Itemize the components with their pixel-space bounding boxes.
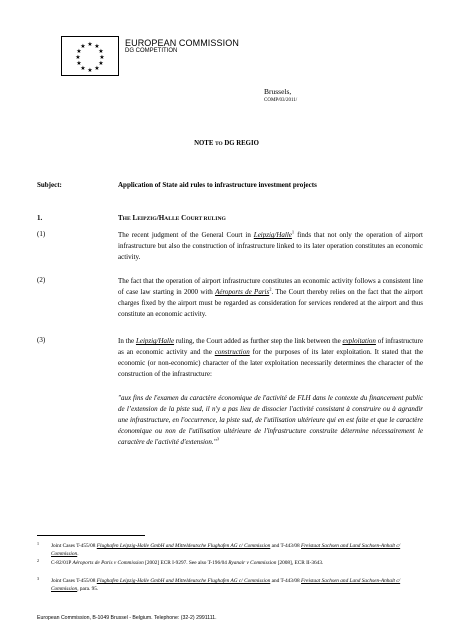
directorate-name: DG COMPETITION [125,48,178,54]
svg-text:★: ★ [99,55,105,61]
svg-text:★: ★ [75,55,81,61]
svg-text:★: ★ [87,68,93,74]
paragraph: In the Leipzig/Halle ruling, the Court added as further step the link between the exploitation of infrastructure as an economic activity and the construction for the purposes of its later exploitation. It stated that the economic (or non-economic) character of the later exploitation necessarily determines the character of the construction of the infrastructure: [118,337,423,378]
organization-name: EUROPEAN COMMISSION [125,38,239,48]
footnote-divider [37,535,145,536]
footnote: 3 Joint Cases T-455/08 Flughafen Leipzig-Halle GmbH and Mitteldeutsche Flughafen AG c/ Commission and T-443/08 Freistaat Sachsen and Land Sachsen-Anhalt c/ Commission, para. 95. [37,576,401,592]
paragraph: The fact that the operation of airport infrastructure constitutes an economic activity follows a consistent line of case law starting in 2000 with Aéroports de Paris$^2$. The Court thereby relies on the fact that the airport charges fixed by the airport must be regarded as consideration for services rendered at the airport and thus constitute an economic activity. [118,277,423,318]
subject-text: Application of State aid rules to infrastructure investment projects [118,181,317,189]
footnote-ref[interactable]: 1 [291,229,295,235]
svg-text:★: ★ [76,49,82,55]
place: Brussels, [264,87,292,96]
note-to: TO [215,141,223,147]
note-pre: NOTE [194,140,214,147]
subject-label: Subject: [37,181,62,189]
footnote: 1 Joint Cases T-455/08 Flughafen Leipzig-Halle GmbH and Mitteldeutsche Flughafen AG c/ Commission and T-443/08 Freistaat Sachsen and Land Sachsen-Anhalt c/ Commission. [37,541,401,557]
svg-text:★: ★ [94,44,100,50]
reference-number: COMP/03/2011/ [264,98,298,103]
svg-text:★: ★ [80,66,86,72]
section-title: THE LEIPZIG/HALLE COURT RULING [118,214,226,222]
paragraph-number: (1) [37,230,46,238]
svg-text:★: ★ [76,61,82,67]
svg-text:★: ★ [98,49,104,55]
svg-text:★: ★ [98,61,104,67]
note-post: DG REGIO [224,140,259,147]
svg-text:★: ★ [80,44,86,50]
eu-stars-flag-icon [62,37,118,75]
footnote: 2 C-82/01P Aéroports de Paris v Commission [2002] ECR I-9297. See also T-196/04 Ryanair v Commission [2008], ECR II-3643. [37,558,324,566]
note-title [0,140,453,147]
footnote-ref[interactable]: 3 [216,436,219,442]
paragraph-number: (3) [37,336,46,344]
block-quote: "aux fins de l'examen du caractère économique de l'activité de FLH dans le contexte du financement public de l’extension de la piste sud, il n'y a pas lieu de dissocier l'activité consistant à construire ou à agrandir une infrastructure, en l'occurrence, la piste sud, de l'utilisation ultérieure qui en est faite et que le caractère économique ou non de l'utilisation ultérieure de l'infrastructure construite détermine nécessairement le caractère de l'activité d'extension."$^3$ [118,394,423,446]
page-footer: European Commission, B-1049 Brussel - Belgium. Telephone: (32-2) 2991111. [37,615,217,621]
svg-text:★: ★ [87,42,93,48]
paragraph-number: (2) [37,276,46,284]
paragraph: The recent judgment of the General Court in Leipzig/Halle$^1$ finds that not only the operation of airport infrastructure but also the construction of infrastructure linked to its later operation constitutes an economic activity. [118,229,423,261]
eu-flag-logo [61,36,119,76]
svg-text:★: ★ [94,66,100,72]
section-number: 1. [37,214,43,222]
footnote-ref[interactable]: 2 [269,286,272,292]
